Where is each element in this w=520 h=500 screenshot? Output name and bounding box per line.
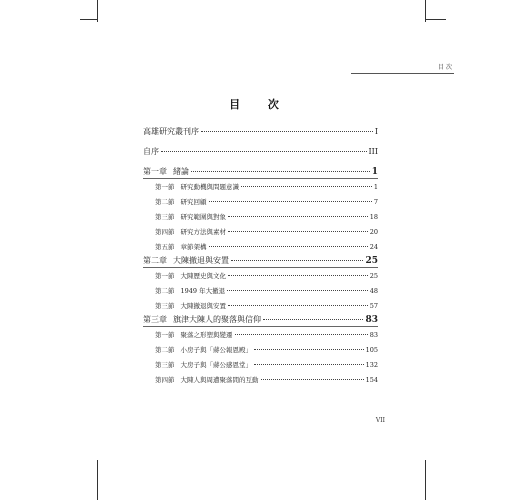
toc-section[interactable]: [143, 286, 378, 295]
toc-page-number: 1: [373, 183, 378, 191]
dot-leader: [261, 379, 364, 380]
toc-section[interactable]: [143, 375, 378, 384]
crop-mark: [97, 0, 98, 22]
toc-page-number: 132: [365, 361, 378, 369]
toc-page-number: 105: [365, 346, 378, 354]
toc-page-number: 20: [369, 228, 378, 236]
toc-section[interactable]: [143, 242, 378, 251]
section-title: 研究回顧: [180, 198, 207, 206]
dot-leader: [201, 131, 373, 132]
toc-entry-preface-series[interactable]: [143, 126, 378, 137]
toc-page-number: 57: [369, 302, 378, 310]
dot-leader: [191, 171, 370, 172]
section-number: 第四節: [155, 376, 175, 384]
toc-page-number: 24: [369, 243, 378, 251]
section-title: 大陳人與周遭聚落間的互動: [180, 376, 259, 384]
page-folio: VII: [375, 417, 385, 424]
dot-leader: [254, 349, 364, 350]
chapter-number: 第三章: [143, 315, 167, 324]
section-number: 第三節: [155, 213, 175, 221]
chapter-title: 緒論: [173, 167, 189, 176]
crop-mark: [426, 19, 446, 20]
section-number: 第二節: [155, 346, 175, 354]
section-title: 研究動機與問題意識: [180, 183, 239, 191]
dot-leader: [228, 216, 368, 217]
dot-leader: [228, 231, 368, 232]
dot-leader: [231, 260, 363, 261]
section-number: 第一節: [155, 183, 175, 191]
chapter-number: 第一章: [143, 167, 167, 176]
toc-chapter-2[interactable]: [143, 255, 378, 266]
section-number: 第二節: [155, 198, 175, 206]
section-number: 第二節: [155, 287, 175, 295]
chapter-title: 旗津大陳人的聚落與信仰: [173, 315, 261, 324]
toc-chapter-1[interactable]: [143, 166, 378, 177]
crop-mark: [80, 19, 97, 20]
toc-section[interactable]: [143, 182, 378, 191]
toc-page-number: 25: [369, 272, 378, 280]
toc-page-number: 1: [371, 167, 378, 177]
toc-page-number: 83: [365, 315, 378, 325]
toc-page-number: I: [374, 127, 378, 136]
section-number: 第三節: [155, 302, 175, 310]
toc-chapter-3[interactable]: [143, 314, 378, 325]
section-title: 1949 年大撤退: [180, 287, 226, 295]
dot-leader: [227, 290, 368, 291]
chapter-rule: [143, 267, 378, 268]
running-head: 目次: [351, 64, 454, 74]
dot-leader: [161, 151, 367, 152]
dot-leader: [263, 319, 363, 320]
toc-page-number: 18: [369, 213, 378, 221]
toc-section[interactable]: [143, 360, 378, 369]
section-title: 章節架構: [180, 243, 207, 251]
chapter-number: 第二章: [143, 256, 167, 265]
dot-leader: [235, 334, 368, 335]
toc-section[interactable]: [143, 227, 378, 236]
section-number: 第三節: [155, 361, 175, 369]
toc-entry-label: 自序: [143, 147, 159, 156]
chapter-rule: [143, 178, 378, 179]
crop-mark: [425, 460, 426, 500]
section-number: 第五節: [155, 243, 175, 251]
page-title: 目 次: [229, 98, 291, 111]
toc-page-number: 154: [365, 376, 378, 384]
dot-leader: [228, 275, 368, 276]
section-title: 研究方法與素材: [180, 228, 226, 236]
dot-leader: [254, 364, 364, 365]
section-title: 研究範圍與對象: [180, 213, 226, 221]
toc-section[interactable]: [143, 301, 378, 310]
toc-page-number: 48: [369, 287, 378, 295]
chapter-title: 大陳撤退與安置: [173, 256, 229, 265]
section-title: 聚落之形塑與變遷: [180, 331, 233, 339]
toc-entry-preface-author[interactable]: [143, 146, 378, 157]
toc-entry-label: 高雄研究叢刊序: [143, 127, 199, 136]
dot-leader: [241, 186, 372, 187]
toc-section[interactable]: [143, 212, 378, 221]
dot-leader: [228, 305, 368, 306]
chapter-rule: [143, 326, 378, 327]
toc-page-number: 25: [365, 256, 378, 266]
section-title: 大陳撤退與安置: [180, 302, 226, 310]
toc-page-number: 83: [369, 331, 378, 339]
section-number: 第一節: [155, 331, 175, 339]
section-title: 大房子與「蔣公感恩堂」: [180, 361, 252, 369]
dot-leader: [209, 246, 368, 247]
section-title: 小房子與「蔣公報恩殿」: [180, 346, 252, 354]
section-title: 大陳歷史與文化: [180, 272, 226, 280]
toc-section[interactable]: [143, 330, 378, 339]
crop-mark: [97, 460, 98, 500]
toc-section[interactable]: [143, 197, 378, 206]
section-number: 第四節: [155, 228, 175, 236]
dot-leader: [209, 201, 372, 202]
section-number: 第一節: [155, 272, 175, 280]
toc-section[interactable]: [143, 345, 378, 354]
toc-page-number: 7: [373, 198, 378, 206]
toc-section[interactable]: [143, 271, 378, 280]
toc-page-number: III: [368, 147, 378, 156]
